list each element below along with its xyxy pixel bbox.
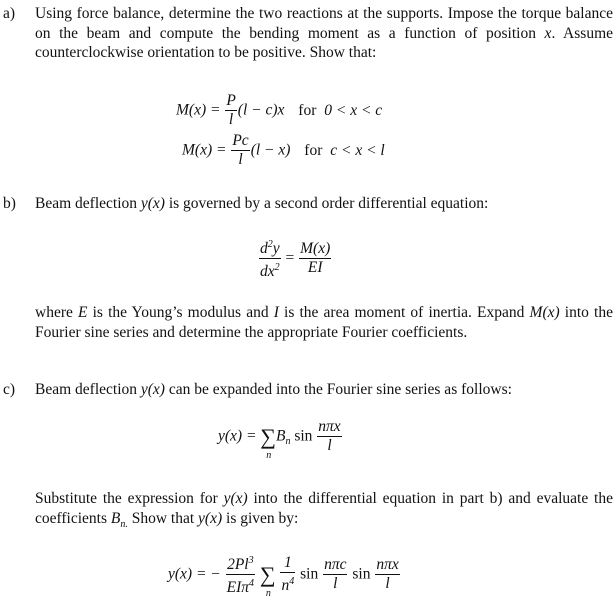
- part-a-text: Using force balance, determine the two reactions at the supports. Impose the torque balance on the beam and compute the bending moment as a function of position x. Assume counterclockwise orientation to be positive. Show that:: [35, 5, 613, 61]
- part-c-instructions: Substitute the expression for y(x) into the differential equation in part b) and evaluate the coefficients $B_{n.}$ Show that y(x) is given by:: [35, 490, 613, 530]
- fourier-series-equation: y(x) = ∑ n $B_n$ sin $\frac{\text{nπx}}{l}$: [218, 418, 341, 461]
- deflection-solution-equation: y(x) = − $\frac{2Pl^3}{EI\pi^4}$ ∑ n $\frac{1}{n^4}$ sin $\frac{\text{nπc}}{l}$ sin $\frac{\text{nπx}}{l}$: [168, 554, 399, 599]
- part-c-text: Beam deflection y(x) can be expanded into the Fourier sine series as follows:: [35, 381, 512, 398]
- part-b: [3, 194, 611, 214]
- part-c-label: c): [3, 381, 16, 398]
- part-a-label: a): [3, 5, 16, 22]
- differential-equation: $\frac{d^2y}{dx^2}$ = $\frac{M(x)}{EI}$: [260, 239, 331, 281]
- part-b-label: b): [3, 195, 16, 212]
- moment-equation-2: M(x) = $\frac{Pc}{l}$ (l − x) for c < x < l: [182, 132, 385, 168]
- part-a: [3, 4, 611, 64]
- part-c: [3, 380, 611, 400]
- part-b-explanation: where E is the Young’s modulus and I is the area moment of inertia. Expand M(x) into the Fourier sine series and determine the appropriate Fourier coefficients.: [35, 304, 613, 341]
- moment-equation-1: M(x) = $\frac{P}{l}$ (l − c)x for 0 < x < c: [176, 92, 383, 128]
- part-b-text: Beam deflection y(x) is governed by a second order differential equation:: [35, 195, 489, 212]
